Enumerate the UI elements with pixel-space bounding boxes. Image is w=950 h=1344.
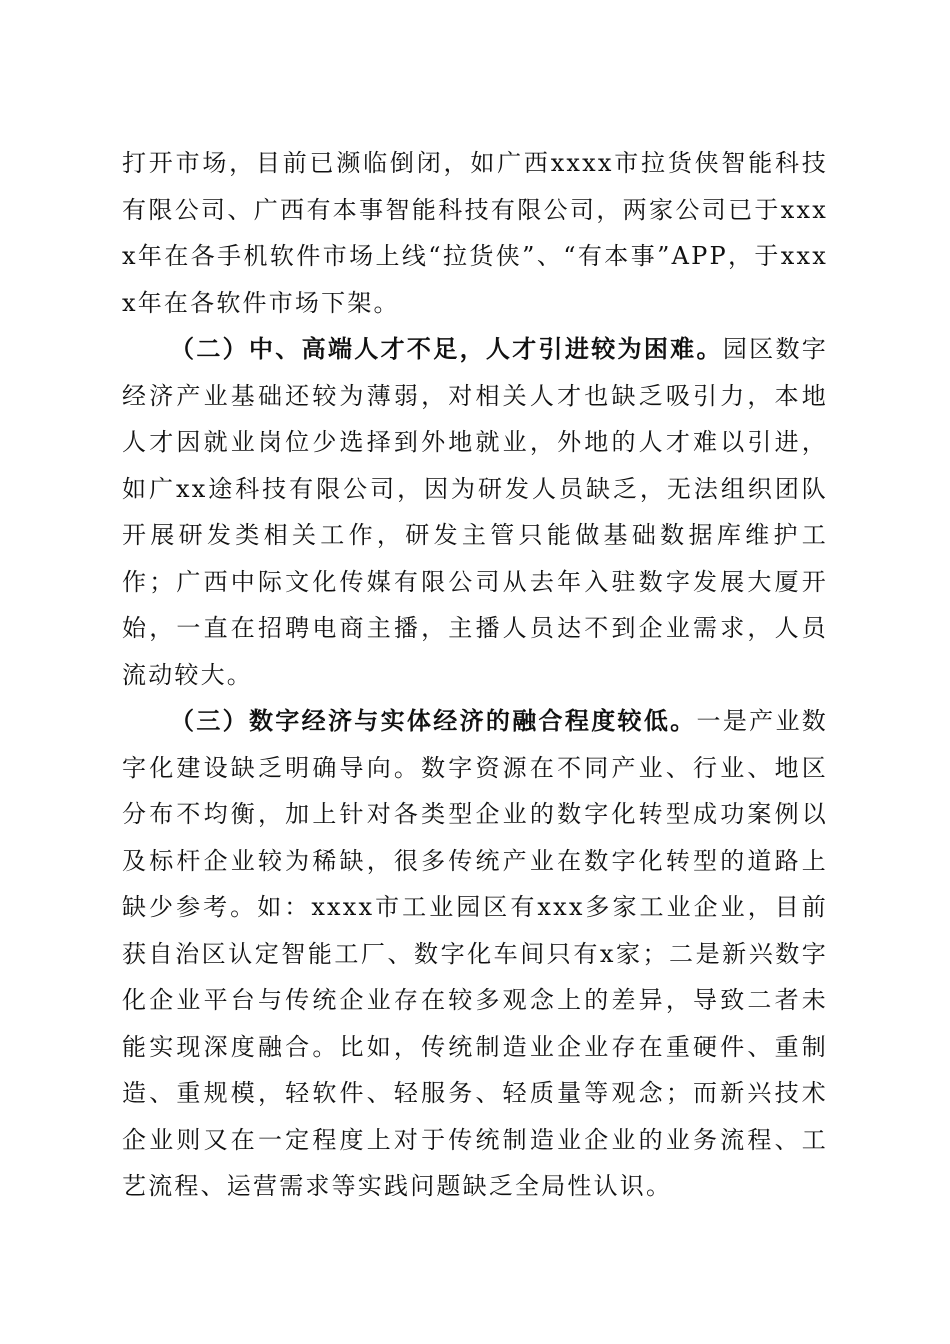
paragraph-continuation xyxy=(122,140,828,326)
paragraph-text: 打开市场，目前已濒临倒闭，如广西xxxx市拉货侠智能科技有限公司、广西有本事智能科技有限公司，两家公司已于xxxx年在各手机软件市场上线“拉货侠”、“有本事”APP，于xxxx年在各软件市场下架。 xyxy=(122,149,828,317)
document-page xyxy=(122,140,828,1210)
paragraph-section-two xyxy=(122,326,828,698)
paragraph-text: 园区数字经济产业基础还较为薄弱，对相关人才也缺乏吸引力，本地人才因就业岗位少选择到外地就业，外地的人才难以引进，如广xx途科技有限公司，因为研发人员缺乏，无法组织团队开展研发类相关工作，研发主管只能做基础数据库维护工作；广西中际文化传媒有限公司从去年入驻数字发展大厦开始，一直在招聘电商主播，主播人员达不到企业需求，人员流动较大。 xyxy=(122,335,828,689)
paragraph-section-three xyxy=(122,698,828,1210)
section-heading: （二）中、高端人才不足，人才引进较为困难。 xyxy=(170,334,723,363)
paragraph-text: 一是产业数字化建设缺乏明确导向。数字资源在不同产业、行业、地区分布不均衡，加上针对各类型企业的数字化转型成功案例以及标杆企业较为稀缺，很多传统产业在数字化转型的道路上缺少参考。如：xxxx市工业园区有xxx多家工业企业，目前获自治区认定智能工厂、数字化车间只有x家；二是新兴数字化企业平台与传统企业存在较多观念上的差异，导致二者未能实现深度融合。比如，传统制造业企业存在重硬件、重制造、重规模，轻软件、轻服务、轻质量等观念；而新兴技术企业则又在一定程度上对于传统制造业企业的业务流程、工艺流程、运营需求等实践问题缺乏全局性认识。 xyxy=(122,707,828,1200)
section-heading: （三）数字经济与实体经济的融合程度较低。 xyxy=(170,706,697,735)
